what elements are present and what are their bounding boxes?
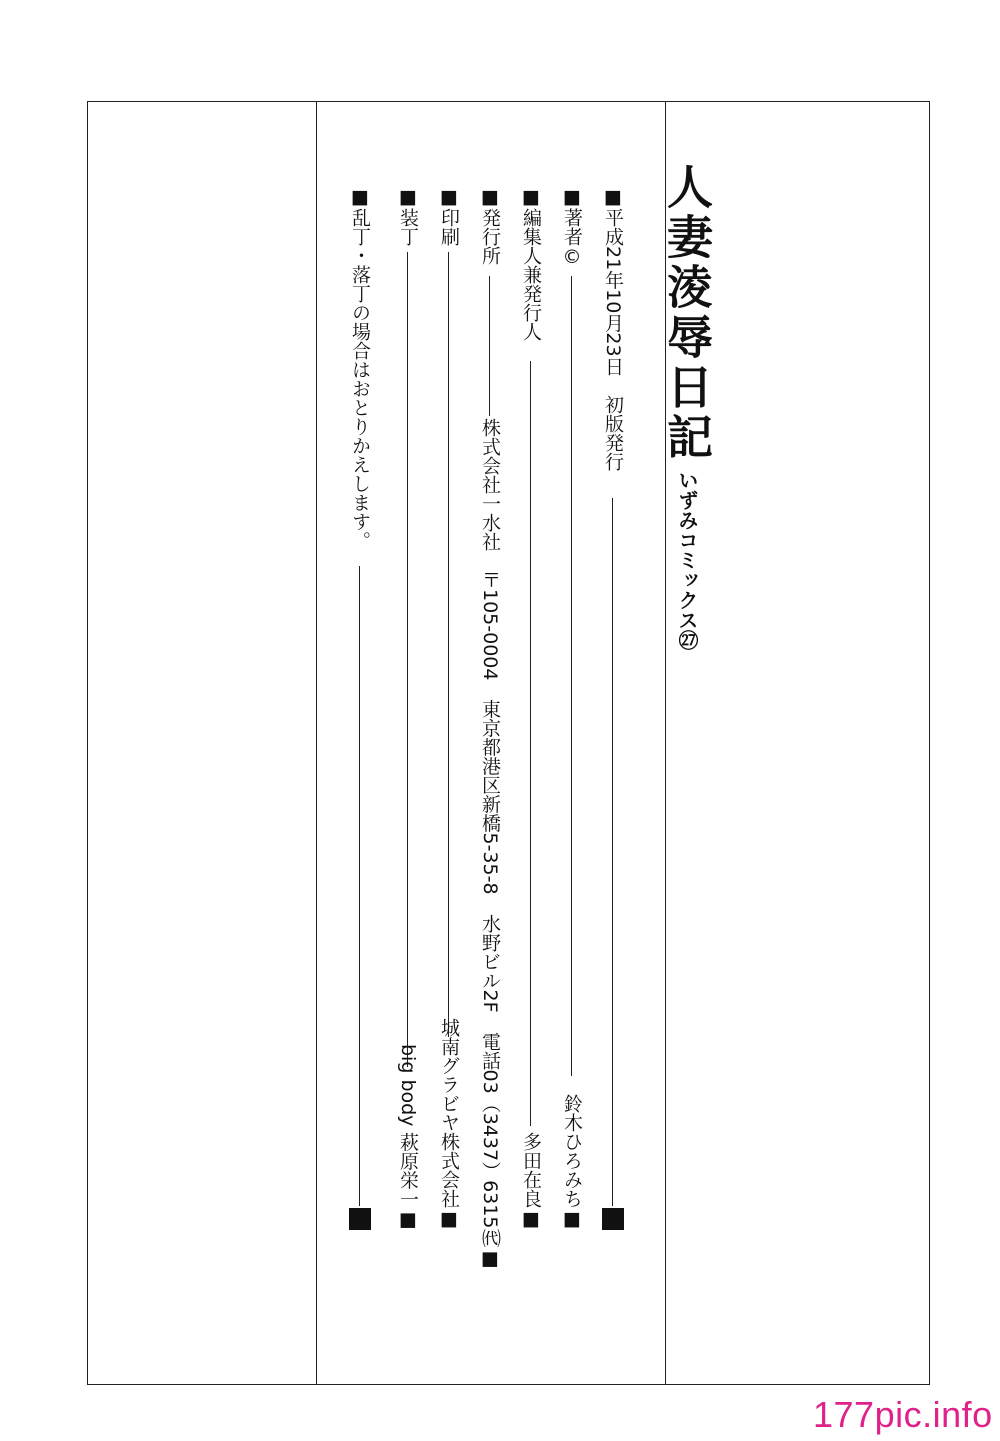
colophon-frame <box>87 101 930 1385</box>
frame-divider-left <box>316 101 317 1385</box>
notice-end-mark <box>349 1208 371 1230</box>
series-name: いずみコミックス㉗ <box>675 470 699 650</box>
colophon-row-notice <box>345 186 375 1230</box>
design-rule <box>407 252 408 1067</box>
printer-rule <box>448 252 449 1037</box>
design-label: ■装丁 <box>397 186 419 246</box>
colophon-row-author <box>557 186 587 1230</box>
publisher-rule <box>489 276 490 416</box>
notice-rule <box>359 566 360 1206</box>
notice-label: ■乱丁・落丁の場合はおとりかえします。 <box>349 186 371 550</box>
date-label: ■平成21年10月23日 初版発行 <box>602 186 624 471</box>
colophon-row-date <box>598 186 628 1230</box>
site-watermark: 177pic.info <box>813 1394 993 1435</box>
colophon-row-printer <box>434 186 464 1230</box>
date-end-mark <box>602 1208 624 1230</box>
publisher-value: 株式会社一水社 〒105-0004 東京都港区新橋5-35-8 水野ビル2F 電話03（3437）6315㈹■ <box>479 418 501 1270</box>
editor-rule <box>530 361 531 1126</box>
publisher-label: ■発行所 <box>479 186 501 265</box>
book-title: 人妻淩辱日記 <box>660 163 714 463</box>
printer-value: 城南グラビヤ株式会社■ <box>438 1018 460 1230</box>
author-value: 鈴木ひろみち■ <box>561 1094 583 1230</box>
printer-label: ■印刷 <box>438 186 460 246</box>
editor-label: ■編集人兼発行人 <box>520 186 542 341</box>
colophon-row-design <box>393 186 423 1230</box>
colophon-row-editor <box>516 186 546 1230</box>
colophon-row-publisher <box>475 186 505 1270</box>
editor-value: 多田在良■ <box>520 1132 542 1230</box>
design-value: big body 萩原栄一■ <box>397 1043 419 1230</box>
author-rule <box>571 276 572 1076</box>
author-label: ■著者© <box>561 186 583 268</box>
date-rule <box>612 498 613 1206</box>
